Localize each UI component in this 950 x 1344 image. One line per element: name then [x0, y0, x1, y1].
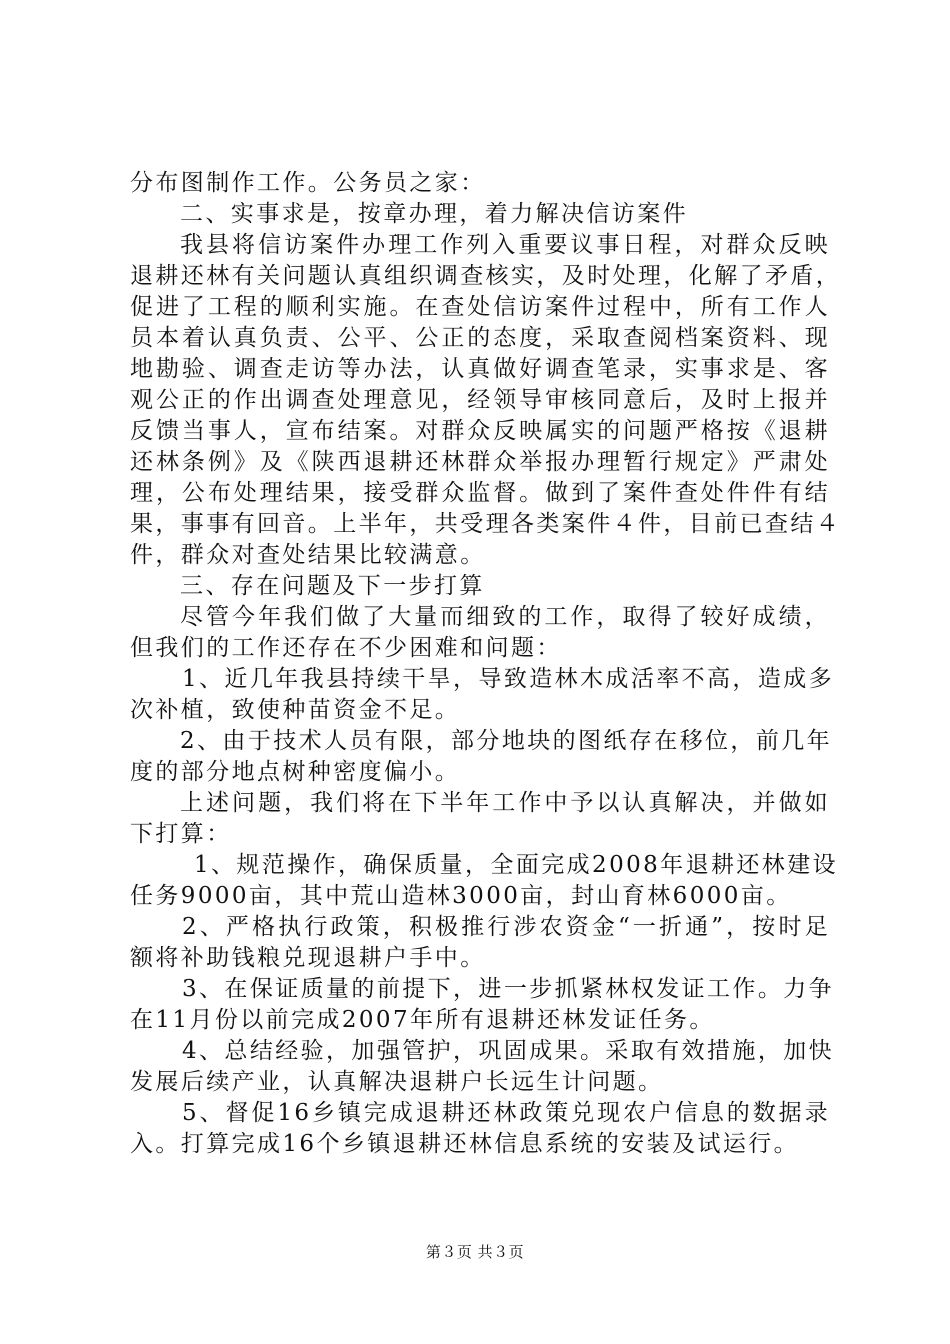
paragraph-line: 员本着认真负责、公平、公正的态度，采取查阅档案资料、现 — [130, 325, 830, 351]
list-item-line: 4、总结经验，加强管护，巩固成果。采取有效措施，加快 — [182, 1038, 835, 1064]
paragraph-line: 促进了工程的顺利实施。在查处信访案件过程中，所有工作人 — [130, 294, 830, 320]
paragraph-line: 分布图制作工作。公务员之家： — [130, 170, 486, 196]
paragraph-line: 下打算： — [130, 821, 232, 847]
paragraph-line: 上述问题，我们将在下半年工作中予以认真解决，并做如 — [180, 790, 830, 816]
section-heading: 二、实事求是，按章办理，着力解决信访案件 — [180, 201, 688, 227]
paragraph-line: 尽管今年我们做了大量而细致的工作，取得了较好成绩， — [180, 604, 830, 630]
paragraph-line: 理，公布处理结果，接受群众监督。做到了案件查处件件有结 — [130, 480, 830, 506]
paragraph-line: 件，群众对查处结果比较满意。 — [130, 542, 486, 568]
list-item-line: 1、规范操作，确保质量，全面完成2008年退耕还林建设 — [194, 852, 838, 878]
list-item-line: 任务9000亩，其中荒山造林3000亩，封山育林6000亩。 — [130, 883, 792, 909]
list-item-line: 发展后续产业，认真解决退耕户长远生计问题。 — [130, 1069, 664, 1095]
list-item-line: 额将补助钱粮兑现退耕户手中。 — [130, 945, 486, 971]
paragraph-line: 反馈当事人，宣布结案。对群众反映属实的问题严格按《退耕 — [130, 418, 830, 444]
paragraph-line: 但我们的工作还存在不少困难和问题： — [130, 635, 562, 661]
section-heading: 三、存在问题及下一步打算 — [180, 573, 485, 599]
list-item-line: 2、严格执行政策，积极推行涉农资金“一折通”，按时足 — [182, 914, 830, 940]
list-item-line: 入。打算完成16个乡镇退耕还林信息系统的安装及试运行。 — [130, 1131, 800, 1157]
paragraph-line: 我县将信访案件办理工作列入重要议事日程，对群众反映 — [180, 232, 830, 258]
list-item-line: 2、由于技术人员有限，部分地块的图纸存在移位，前几年 — [180, 728, 833, 754]
paragraph-line: 还林条例》及《陕西退耕还林群众举报办理暂行规定》严肃处 — [130, 449, 830, 475]
list-item-line: 次补植，致使种苗资金不足。 — [130, 697, 461, 723]
paragraph-line: 退耕还林有关问题认真组织调查核实，及时处理，化解了矛盾， — [130, 263, 842, 289]
page-number-footer: 第３页 共３页 — [425, 1243, 525, 1261]
list-item-line: 在11月份以前完成2007年所有退耕还林发证任务。 — [130, 1007, 715, 1033]
list-item-line: 5、督促16乡镇完成退耕还林政策兑现农户信息的数据录 — [182, 1100, 830, 1126]
paragraph-line: 观公正的作出调查处理意见，经领导审核同意后，及时上报并 — [130, 387, 830, 413]
paragraph-line: 果，事事有回音。上半年，共受理各类案件４件，目前已查结４ — [130, 511, 842, 537]
paragraph-line: 地勘验、调查走访等办法，认真做好调查笔录，实事求是、客 — [130, 356, 830, 382]
document-body — [130, 168, 842, 1160]
list-item-line: 1、近几年我县持续干旱，导致造林木成活率不高，造成多 — [182, 666, 835, 692]
list-item-line: 3、在保证质量的前提下，进一步抓紧林权发证工作。力争 — [182, 976, 835, 1002]
list-item-line: 度的部分地点树种密度偏小。 — [130, 759, 461, 785]
